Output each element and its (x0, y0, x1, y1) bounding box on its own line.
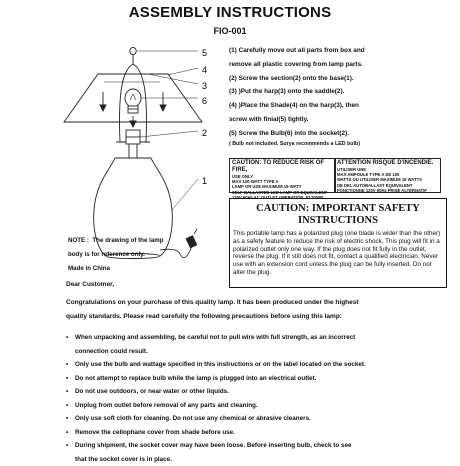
list-item (66, 412, 458, 426)
precaution-line: that the socket cover is in place. (75, 453, 458, 466)
lamp-diagram (60, 34, 230, 264)
precaution-line: Remove the cellophane cover from shade before use. (75, 426, 458, 440)
socket-section-part (116, 130, 150, 158)
warning-label-line: SELF-BALLASTED LED LAMP OR EQUIVALENT (232, 190, 333, 195)
precaution-line: connection could result. (75, 345, 458, 359)
precaution-line: Only use soft cloth for cleaning. Do not use any chemical or abrasive cleaners. (75, 412, 458, 426)
precaution-line: Only use the bulb and wattage specified in this instructions or on the label located on the socket. (75, 358, 458, 372)
warning-label-line: UTILISER UNE (337, 167, 438, 172)
step-line: screw with finial(5) tightly. (229, 113, 457, 127)
list-item (66, 439, 458, 466)
intro-paragraph (66, 296, 456, 323)
reference-note-line: NOTE : The drawing of the lamp (68, 234, 188, 248)
caution-body: This portable lamp has a polarized plug (one blade is wider than the other) as a safety feature to reduce the risk of electric shock. This plug will fit in a polarized outlet only one way. If the plug does not fit fully in the outlet, reverse the plug. If it still does not fit, contact a qualified electrician. Never use with an extension cord unless the plug can be fully inserted. Do not alter the plug. (233, 230, 443, 277)
reference-note-line: body is for reference only. (68, 248, 188, 262)
made-in-label: Made in China (68, 262, 188, 276)
precaution-line: Do not attempt to replace bulb while the lamp is plugged into an electrical outlet. (75, 372, 458, 386)
warning-label-header: ATTENTION RISQUE D'INCENDIE. (337, 160, 438, 167)
warning-label-header: CAUTION: TO REDUCE RISK OF FIRE, (232, 160, 333, 174)
bullet-icon: • (66, 331, 68, 345)
warning-label-line: FONCTIONNE 120V 60Hz PRISE ALTERNATIF (337, 188, 438, 193)
bullet-icon: • (66, 426, 68, 440)
reference-note (68, 234, 188, 276)
warning-label-line: MAX AMPOULE TYPE A DE 100 (337, 172, 438, 177)
step-line: (2) Screw the section(2) onto the base(1). (229, 72, 457, 86)
warning-label-english (229, 158, 336, 193)
bullet-icon: • (66, 399, 68, 413)
step-line: (1) Carefully move out all parts from box and (229, 44, 457, 58)
bullet-icon: • (66, 439, 68, 453)
bullet-icon: • (66, 358, 68, 372)
list-item (66, 399, 458, 413)
step-line: (3) )Put the harp(3) onto the saddle(2). (229, 85, 457, 99)
greeting: Dear Customer, (66, 281, 114, 288)
precautions-list (66, 331, 458, 466)
precaution-line: Unplug from outlet before removal of any parts and cleaning. (75, 399, 458, 413)
model-number: FIO-001 (0, 26, 460, 36)
part-number-4: 4 (202, 65, 207, 75)
intro-line: Congratulations on your purchase of this quality lamp. It has been produced under the highest (66, 296, 456, 310)
bullet-icon: • (66, 372, 68, 386)
list-item (66, 385, 458, 399)
finial-part (130, 47, 136, 58)
warning-label-line: DE DEL AUTOBALLAST EQUIVALENT (337, 183, 438, 188)
warning-label-line: MAX 100-WATT TYPE A (232, 179, 333, 184)
list-item (66, 331, 458, 358)
part-number-6: 6 (202, 96, 207, 106)
part-number-2: 2 (202, 128, 207, 138)
list-item (66, 372, 458, 386)
part-number-1: 1 (202, 176, 207, 186)
caution-title (229, 203, 447, 227)
bullet-icon: • (66, 412, 68, 426)
page-title: ASSEMBLY INSTRUCTIONS (0, 4, 460, 21)
warning-label-line: WATTS OU UTILISER MAXIMUM 15 WATTS (337, 177, 438, 182)
part-number-3: 3 (202, 81, 207, 91)
warning-label-line: USE ONLY (232, 174, 333, 179)
step-line: (4) )Place the Shade(4) on the harp(3), then (229, 99, 457, 113)
part-number-5: 5 (202, 48, 207, 58)
warning-label-line: 120V 60Hz AC OUTLET OPERATION. E12DWB (232, 195, 333, 200)
caution-title-line: INSTRUCTIONS (229, 215, 447, 227)
step-line: (5) Screw the Bulb(6) into the socket(2). (229, 127, 457, 141)
precaution-line: When unpacking and assembling, be careful not to pull wire with full strength, as an incorrect (75, 331, 458, 345)
list-item (66, 358, 458, 372)
step-line: remove all plastic covering from lamp parts. (229, 58, 457, 72)
warning-label-line: LAMP OR USE MAXIMUM 15-WATT (232, 184, 333, 189)
bullet-icon: • (66, 385, 68, 399)
assembly-steps (229, 44, 457, 148)
precaution-line: Do not use outdoors, or near water or other liquids. (75, 385, 458, 399)
warning-label-french (334, 158, 441, 193)
caution-title-line: CAUTION: IMPORTANT SAFETY (229, 203, 447, 215)
list-item (66, 426, 458, 440)
bulb-note: ( Bulb not included. Surya recommends a LED bulb) (229, 141, 457, 148)
precaution-line: During shipment, the socket cover may have been loose. Before inserting bulb, check to see (75, 439, 458, 453)
intro-line: quality standards. Please read carefully the following precautions before using this lamp: (66, 310, 456, 324)
